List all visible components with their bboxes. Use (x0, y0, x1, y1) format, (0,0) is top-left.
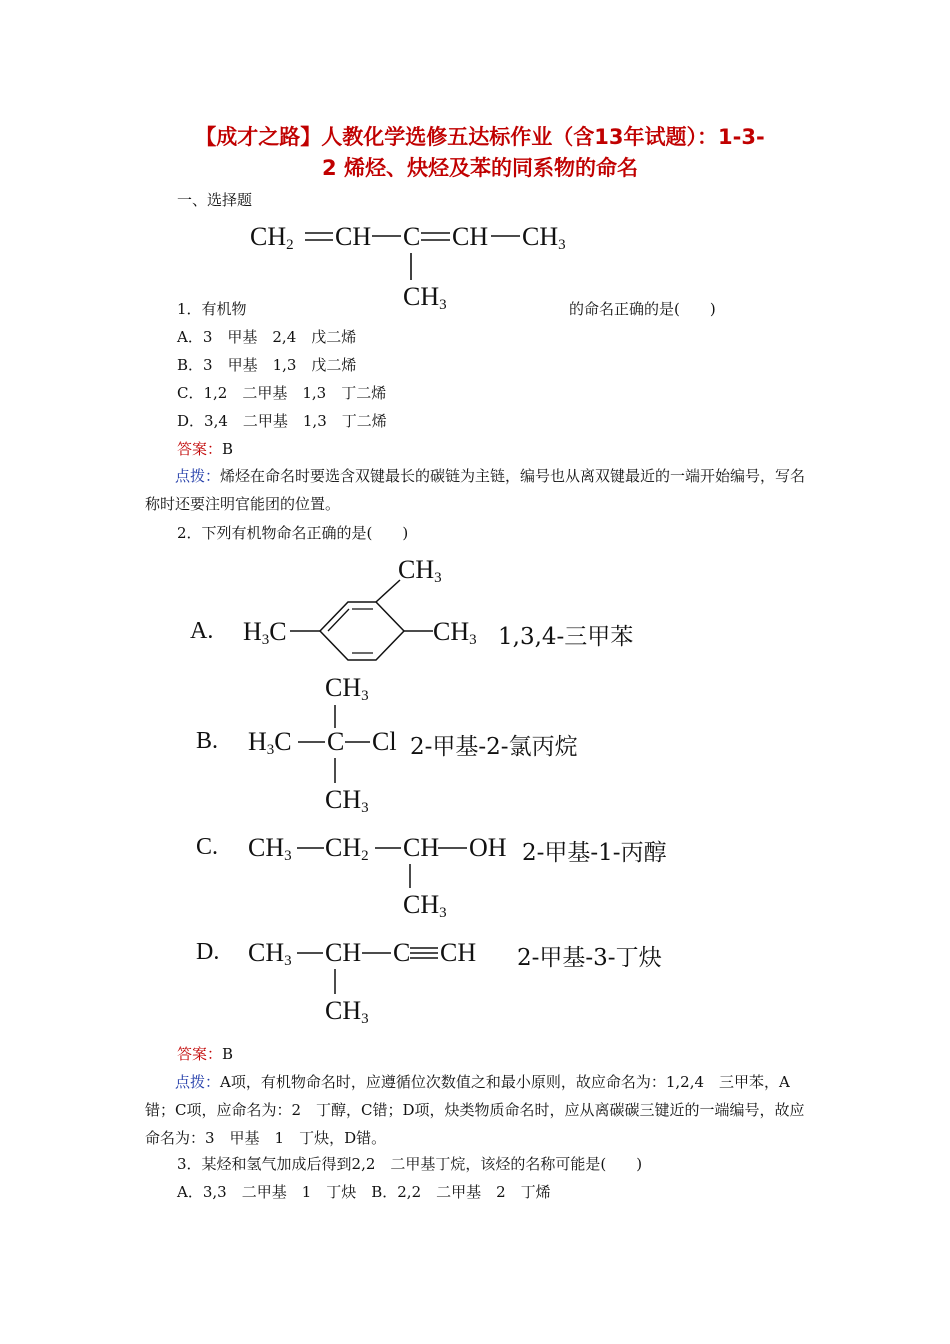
q2-a-ch3-right: $CH_3$ (433, 617, 477, 648)
q2-d-name: 2-甲基-3-丁炔 (517, 945, 662, 971)
q2-d-ch3-bottom: $CH_3$ (325, 996, 369, 1027)
q2-stem: 2．下列有机物命名正确的是( ) (177, 524, 409, 542)
q1-c4: CH (452, 222, 489, 251)
q2-answer (177, 1043, 233, 1065)
q2-a-label: A. (190, 618, 214, 644)
q2-c-ch: CH (403, 833, 440, 862)
q2-answer-value: B (222, 1045, 234, 1063)
q1-option-b: B．3 甲基 1,3 戊二烯 (177, 356, 357, 374)
q1-c3: C (403, 222, 421, 251)
q2-a-h3c: $H_3C$ (243, 617, 287, 648)
q1-stem-pre: 1．有机物 (177, 300, 247, 318)
q1-hint-text: 烯烃在命名时要选含双键最长的碳链为主链，编号也从离双键最近的一端开始编号，写名称时还要注明官能团的位置。 (145, 467, 806, 513)
q1-stem-post: 的命名正确的是( ) (569, 300, 716, 318)
q2-hint-text: A项，有机物命名时，应遵循位次数值之和最小原则，故应命名为：1,2,4 三甲苯，A错；C项，应命名为：2 丁醇，C错；D项，炔类物质命名时，应从离碳碳三键近的一端编号，故应命名为：3 甲基 1 丁炔，D错。 (145, 1073, 805, 1147)
q2-b-cl: Cl (372, 727, 397, 756)
q1-c2: CH (335, 222, 372, 251)
q2-d-c: C (393, 938, 411, 967)
q2-a-name: 1,3,4-三甲苯 (498, 624, 634, 650)
title-line-2: 2 烯烃、炔烃及苯的同系物的命名 (322, 156, 638, 180)
q1-main-chain: $CH_2$ (250, 222, 294, 253)
q2-c-name: 2-甲基-1-丙醇 (522, 840, 667, 866)
q2-hint (145, 1068, 810, 1152)
q2-b-ch3-top: $CH_3$ (325, 673, 369, 704)
q1-answer-label: 答案： (177, 440, 223, 458)
q2-c-ch3: $CH_3$ (248, 833, 292, 864)
q2-b-h3c: $H_3C$ (248, 727, 292, 758)
q2-d-ch: CH (325, 938, 362, 967)
q2-c-ch2: $CH_2$ (325, 833, 369, 864)
q1-option-d: D．3,4 二甲基 1,3 丁二烯 (177, 412, 387, 430)
q2-d-label: D. (196, 939, 220, 965)
q1-option-c: C．1,2 二甲基 1,3 丁二烯 (177, 384, 387, 402)
q2-hint-label: 点拨： (175, 1073, 221, 1091)
q1-option-a: A．3 甲基 2,4 戊二烯 (177, 328, 357, 346)
q2-c-label: C. (196, 834, 219, 860)
q2-b-central-c: C (327, 727, 345, 756)
title-line-1: 【成才之路】人教化学选修五达标作业（含13年试题）：1-3- (195, 125, 765, 149)
q3-options: A．3,3 二甲基 1 丁炔 B．2,2 二甲基 2 丁烯 (177, 1183, 551, 1201)
q2-c-oh: OH (469, 833, 507, 862)
q1-c5: $CH_3$ (522, 222, 566, 253)
q2-a-ch3-top: $CH_3$ (398, 555, 442, 586)
section-heading: 一、选择题 (177, 191, 253, 209)
q2-b-label: B. (196, 728, 219, 754)
q1-branch: $CH_3$ (403, 282, 447, 313)
q2-b-name: 2-甲基-2-氯丙烷 (410, 734, 578, 760)
q2-b-ch3-bottom: $CH_3$ (325, 785, 369, 816)
q2-c-ch3-bottom: $CH_3$ (403, 890, 447, 921)
q3-stem: 3．某烃和氢气加成后得到2,2 二甲基丁烷，该烃的名称可能是( ) (177, 1155, 643, 1173)
q2-d-ch3: $CH_3$ (248, 938, 292, 969)
q1-answer-value: B (222, 440, 234, 458)
q1-hint-label: 点拨： (175, 467, 221, 485)
q2-d-ch-terminal: CH (440, 938, 477, 967)
q2-answer-label: 答案： (177, 1045, 223, 1063)
